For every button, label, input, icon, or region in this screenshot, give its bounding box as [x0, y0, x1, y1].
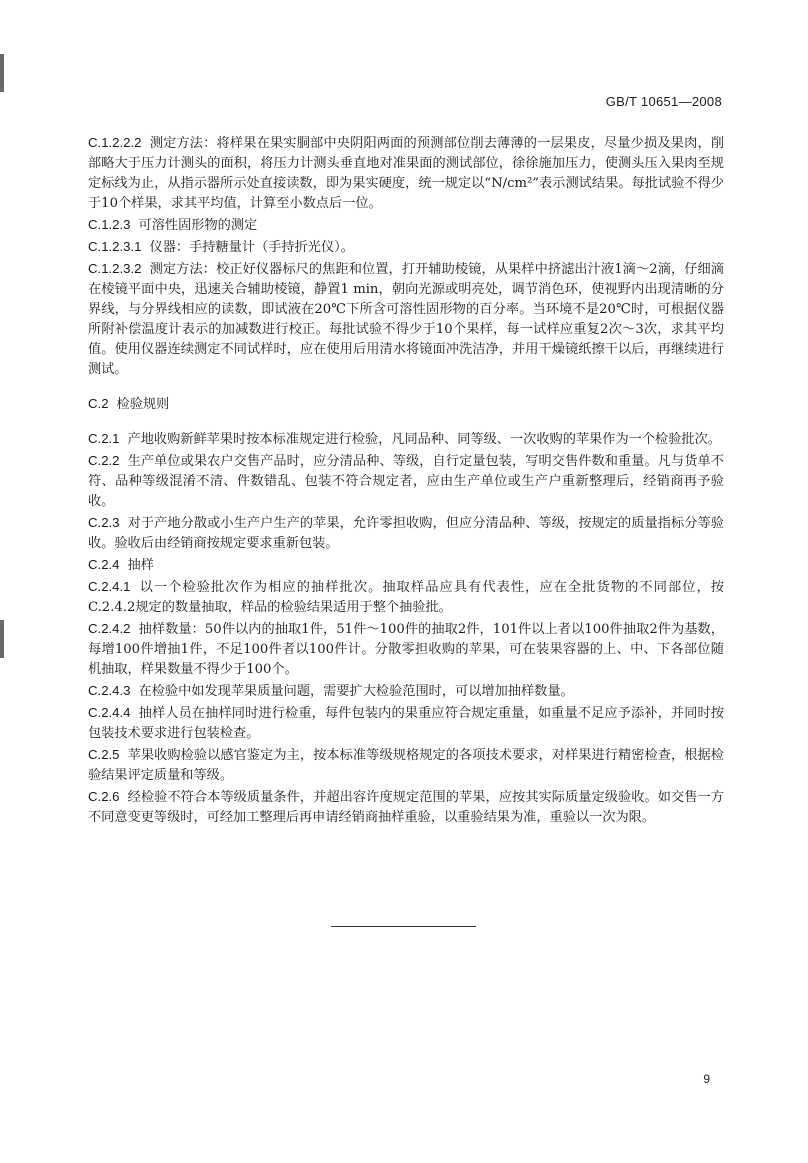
clause-text: 抽样人员在抽样同时进行检重，每件包装内的果重应符合规定重量，如重量不足应予添补，并同时按包装技术要求进行包装检查。 — [88, 706, 724, 741]
clause-number: C.2.2 — [88, 453, 120, 468]
clause-number: C.1.2.2.2 — [88, 135, 142, 150]
clause-paragraph — [88, 787, 724, 828]
end-rule — [331, 926, 476, 927]
clause-paragraph — [88, 745, 724, 786]
clause-paragraph — [88, 133, 724, 214]
clause-paragraph — [88, 577, 724, 618]
clause-number: C.1.2.3.1 — [88, 239, 142, 254]
clause-paragraph — [88, 513, 724, 554]
clause-number: C.2 — [88, 396, 109, 411]
clause-text: 抽样数量：50件以内的抽取1件，51件～100件的抽取2件，101件以上者以100件抽取2件为基数，每增100件增抽1件，不足100件者以100件计。分散零担收购的苹果，可在装果容器的上、中、下各部位随机抽取，样果数量不得少于100个。 — [88, 622, 724, 677]
clause-number: C.2.5 — [88, 747, 120, 762]
clause-number: C.2.4.4 — [88, 705, 131, 720]
clause-paragraph — [88, 555, 724, 576]
binding-mark — [0, 54, 4, 92]
clause-number: C.1.2.3.2 — [88, 261, 142, 276]
clause-text: 经检验不符合本等级质量条件，并超出容许度规定范围的苹果，应按其实际质量定级验收。如交售一方不同意变更等级时，可经加工整理后再申请经销商抽样重验，以重验结果为准，重验以一次为限。 — [88, 790, 724, 825]
clause-text: 检验规则 — [116, 397, 170, 412]
clause-paragraph — [88, 703, 724, 744]
clause-text: 对于产地分散或小生产户生产的苹果，允许零担收购，但应分清品种、等级，按规定的质量指标分等验收。验收后由经销商按规定要求重新包装。 — [88, 516, 724, 551]
document-body — [88, 133, 724, 829]
clause-paragraph — [88, 237, 724, 258]
clause-number: C.2.3 — [88, 515, 120, 530]
clause-number: C.2.6 — [88, 789, 120, 804]
clause-text: 仪器：手持糖量计（手持折光仪）。 — [149, 240, 354, 255]
clause-text: 产地收购新鲜苹果时按本标准规定进行检验，凡同品种、同等级、一次收购的苹果作为一个检验批次。 — [127, 432, 721, 447]
clause-paragraph — [88, 681, 724, 702]
clause-text: 可溶性固形物的测定 — [138, 218, 258, 233]
binding-mark — [0, 620, 4, 658]
clause-number: C.2.4.3 — [88, 683, 131, 698]
clause-text: 抽样 — [127, 558, 154, 573]
clause-number: C.2.1 — [88, 431, 120, 446]
page-number: 9 — [703, 1072, 710, 1086]
standard-code: GB/T 10651—2008 — [605, 94, 722, 109]
clause-paragraph — [88, 451, 724, 512]
clause-text: 测定方法：将样果在果实胴部中央阴阳两面的预测部位削去薄薄的一层果皮，尽量少损及果肉，削部略大于压力计测头的面积，将压力计测头垂直地对准果面的测试部位，徐徐施加压力，使测头压入果肉至规定标线为止，从指示器所示处直接读数，即为果实硬度，统一规定以“N/cm²”表示测试结果。每批试验不得少于10个样果，求其平均值，计算至小数点后一位。 — [88, 136, 724, 211]
clause-text: 苹果收购检验以感官鉴定为主，按本标准等级规格规定的各项技术要求，对样果进行精密检查，根据检验结果评定质量和等级。 — [88, 748, 724, 783]
clause-paragraph — [88, 429, 724, 450]
clause-number: C.2.4.1 — [88, 579, 131, 594]
clause-paragraph — [88, 259, 724, 380]
clause-text: 以一个检验批次作为相应的抽样批次。抽取样品应具有代表性，应在全批货物的不同部位，按C.2.4.2规定的数量抽取，样品的检验结果适用于整个抽验批。 — [88, 580, 724, 615]
clause-text: 测定方法：校正好仪器标尺的焦距和位置，打开辅助棱镜，从果样中挤滤出汁液1滴～2滴，仔细滴在棱镜平面中央，迅速关合辅助棱镜，静置1 min，朝向光源或明亮处，调节消色环，使视野内出现清晰的分界线，与分界线相应的读数，即试液在20℃下所含可溶性固形物的百分率。当环境不是20℃时，可根据仪器所附补偿温度计表示的加减数进行校正。每批试验不得少于10个果样，每一试样应重复2次～3次，求其平均值。使用仪器连续测定不同试样时，应在使用后用清水将镜面冲洗洁净，并用干燥镜纸擦干以后，再继续进行测试。 — [88, 262, 724, 377]
clause-number: C.1.2.3 — [88, 217, 131, 232]
clause-paragraph — [88, 215, 724, 236]
clause-number: C.2.4.2 — [88, 621, 131, 636]
clause-text: 在检验中如发现苹果质量问题，需要扩大检验范围时，可以增加抽样数量。 — [138, 684, 574, 699]
clause-paragraph — [88, 619, 724, 680]
clause-text: 生产单位或果农户交售产品时，应分清品种、等级，自行定量包装，写明交售件数和重量。凡与货单不符、品种等级混淆不清、件数错乱、包装不符合规定者，应由生产单位或生产户重新整理后，经销商再予验收。 — [88, 454, 724, 509]
section-heading — [88, 394, 724, 415]
clause-number: C.2.4 — [88, 557, 120, 572]
